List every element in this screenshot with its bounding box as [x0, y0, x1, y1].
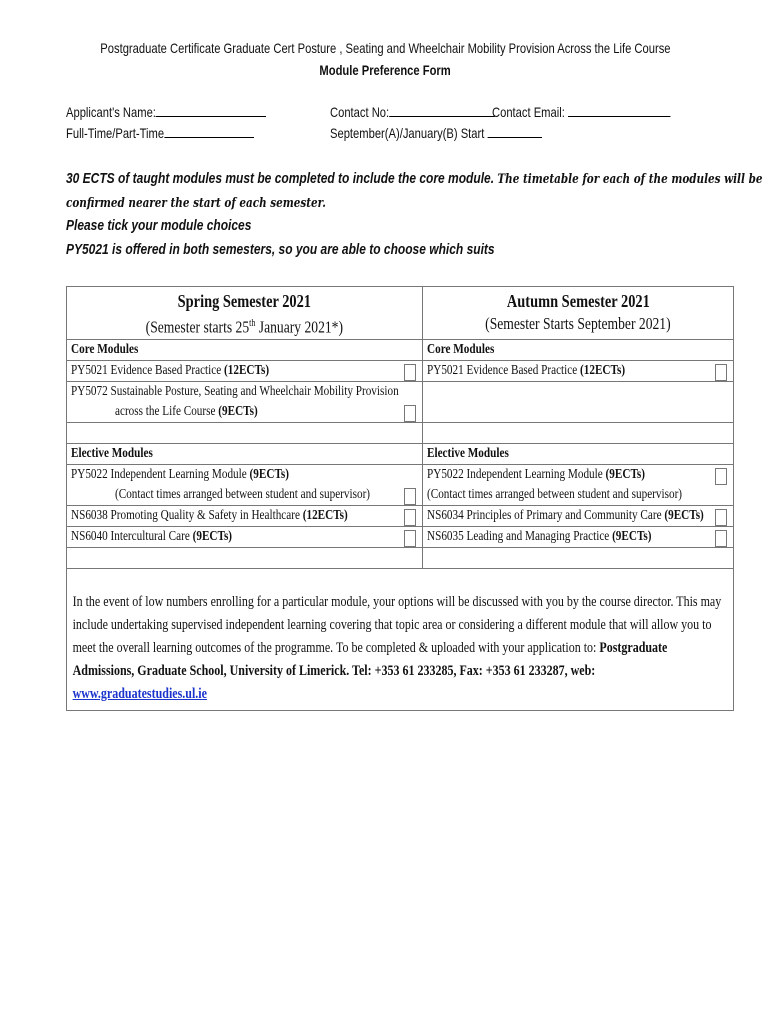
spring-core-py5072[interactable]: PY5072 Sustainable Posture, Seating and Wheelchair Mobility Provision across the Life Course (9ECTs): [67, 381, 423, 422]
spring-core-py5021[interactable]: PY5021 Evidence Based Practice (12ECTs): [67, 360, 423, 381]
autumn-core-py5021[interactable]: PY5021 Evidence Based Practice (12ECTs): [423, 360, 734, 381]
spring-core-heading: Core Modules: [67, 339, 423, 360]
applicant-name-field[interactable]: [66, 104, 316, 120]
autumn-subtitle: (Semester Starts September 2021): [485, 314, 671, 333]
py5021-note: PY5021 is offered in both semesters, so you are able to choose which suits: [66, 241, 495, 258]
mode-field[interactable]: [66, 125, 301, 141]
start-field[interactable]: [330, 125, 595, 141]
contact-no-line[interactable]: [389, 104, 495, 117]
checkbox[interactable]: [404, 530, 416, 547]
autumn-header: [423, 287, 734, 340]
checkbox[interactable]: [715, 468, 727, 485]
contact-email-field[interactable]: [492, 104, 715, 120]
spacer-cell: [423, 422, 734, 443]
spring-title: Spring Semester 2021: [177, 291, 312, 311]
enrolment-note: In the event of low numbers enrolling for a particular module, your options will be discussed with you by the course director. This may include undertaking supervised independent learning covering that topic area or considering a different module that will allow you to meet the overall learning outcomes of the programme. To be completed & uploaded with your application to: Postgraduate Admissions, Graduate School, University of Limerick. Tel: +353 61 233285, Fax: +353 61 233287, web: www.graduatestudies.ul.ie: [67, 568, 734, 710]
checkbox[interactable]: [404, 364, 416, 381]
contact-email-label: Contact Email:: [492, 104, 565, 120]
form-title: Postgraduate Certificate Graduate Cert Posture , Seating and Wheelchair Mobility Provision Across the Life Course: [99, 40, 671, 56]
module-table: [66, 286, 734, 711]
checkbox[interactable]: [404, 405, 416, 422]
checkbox[interactable]: [404, 488, 416, 505]
spacer-cell: [67, 547, 423, 568]
spring-elective-ns6038[interactable]: NS6038 Promoting Quality & Safety in Healthcare (12ECTs): [67, 505, 423, 526]
autumn-elective-heading: Elective Modules: [423, 443, 734, 464]
autumn-title: Autumn Semester 2021: [506, 291, 650, 311]
autumn-elective-py5022[interactable]: PY5022 Independent Learning Module (9ECTs) (Contact times arranged between student and supervisor): [423, 464, 734, 505]
ects-instruction: 30 ECTS of taught modules must be completed to include the core module. The timetable for each of the modules will be: [66, 170, 763, 187]
form-subtitle: Module Preference Form: [319, 62, 451, 78]
checkbox[interactable]: [715, 509, 727, 526]
contact-email-line[interactable]: [568, 104, 670, 117]
autumn-elective-ns6035[interactable]: NS6035 Leading and Managing Practice (9ECTs): [423, 526, 734, 547]
autumn-empty-cell: [423, 381, 734, 422]
checkbox[interactable]: [715, 530, 727, 547]
mode-label: Full-Time/Part-Time: [66, 125, 165, 141]
applicant-name-label: Applicant's Name:: [66, 104, 156, 120]
spring-elective-heading: Elective Modules: [67, 443, 423, 464]
start-label: September(A)/January(B) Start: [330, 125, 485, 141]
contact-no-label: Contact No:: [330, 104, 390, 120]
autumn-core-heading: Core Modules: [423, 339, 734, 360]
tick-instruction: Please tick your module choices: [66, 217, 252, 234]
checkbox[interactable]: [404, 509, 416, 526]
spring-elective-ns6040[interactable]: NS6040 Intercultural Care (9ECTs): [67, 526, 423, 547]
spacer-cell: [423, 547, 734, 568]
applicant-name-line[interactable]: [156, 104, 266, 117]
start-line[interactable]: [488, 125, 542, 138]
graduate-studies-link[interactable]: www.graduatestudies.ul.ie: [72, 685, 207, 702]
spring-header: [67, 287, 423, 340]
timetable-note: confirmed nearer the start of each semester.: [66, 196, 326, 211]
autumn-elective-ns6034[interactable]: NS6034 Principles of Primary and Community Care (9ECTs): [423, 505, 734, 526]
spacer-cell: [67, 422, 423, 443]
checkbox[interactable]: [715, 364, 727, 381]
spring-subtitle: (Semester starts 25th January 2021*): [145, 317, 344, 337]
mode-line[interactable]: [164, 125, 254, 138]
spring-elective-py5022[interactable]: PY5022 Independent Learning Module (9ECTs) (Contact times arranged between student and supervisor): [67, 464, 423, 505]
